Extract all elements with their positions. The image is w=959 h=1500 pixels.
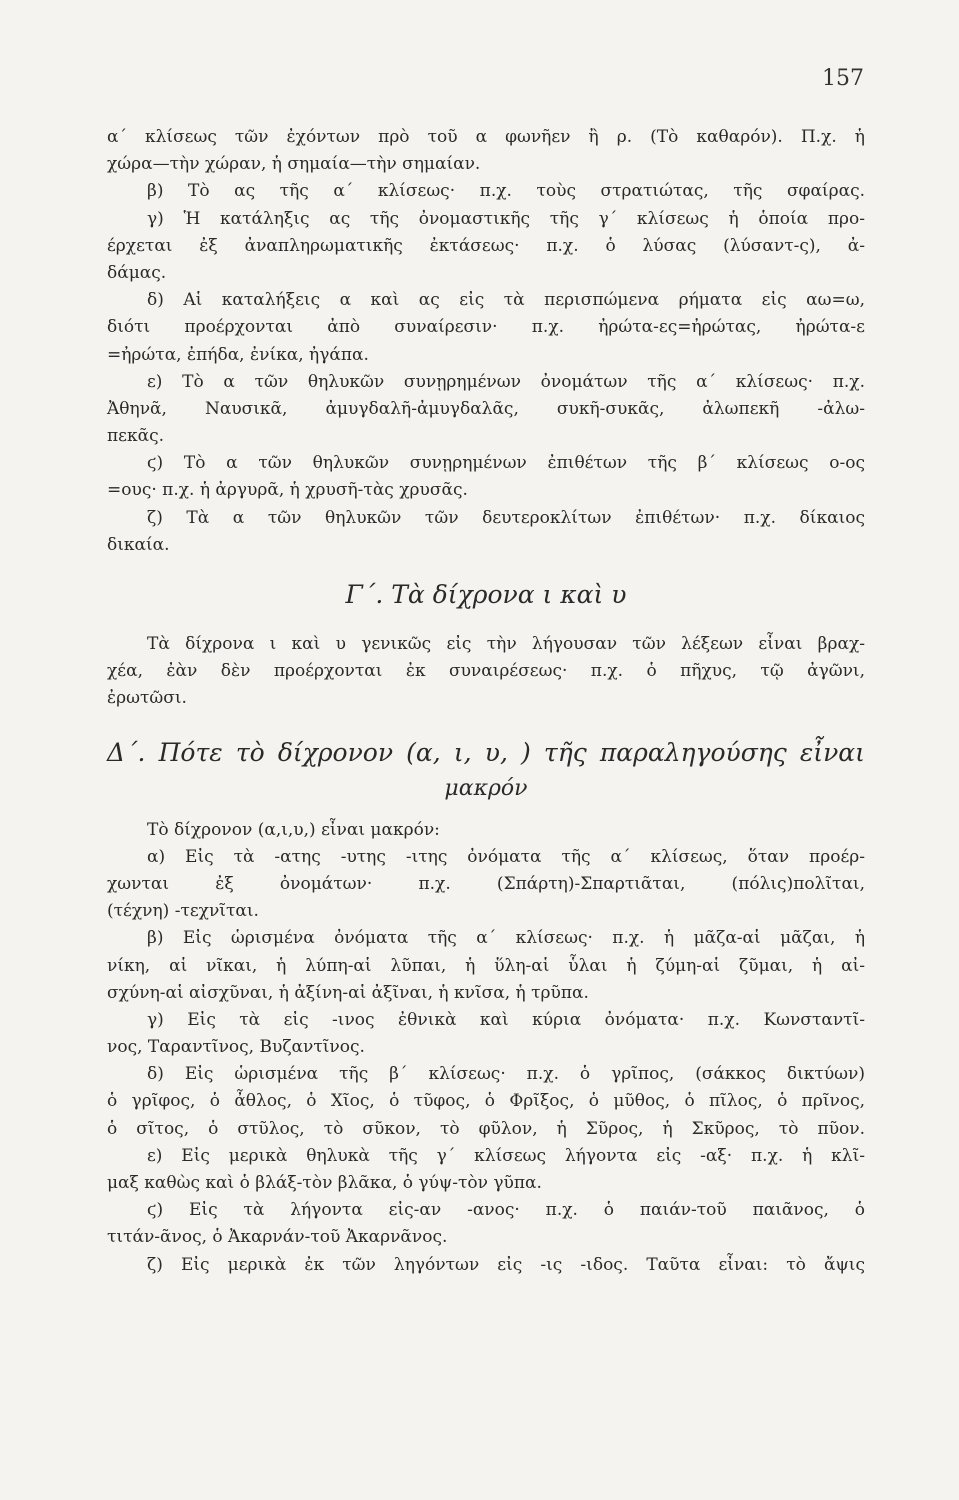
text-line: β) Τὸ ας τῆς α΄ κλίσεως· π.χ. τοὺς στρατιώτας, τῆς σφαίρας. bbox=[147, 181, 865, 202]
text-line: δικαία. bbox=[107, 534, 170, 555]
text-line: δ) Αἱ καταλήξεις α καὶ ας εἰς τὰ περισπώμενα ρήματα εἰς αω=ω, bbox=[147, 290, 865, 311]
text-line: μαξ καθὼς καὶ ὁ βλάξ-τὸν βλᾶκα, ὁ γύψ-τὸν γῦπα. bbox=[107, 1173, 542, 1193]
page-number: 157 bbox=[822, 66, 864, 91]
text-line: διότι προέρχονται ἀπὸ συναίρεσιν· π.χ. ἠρώτα-ες=ἠρώτας, ἠρώτα-ε bbox=[107, 317, 865, 338]
text-line: Τὸ δίχρονον (α,ι,υ,) εἶναι μακρόν: bbox=[147, 819, 440, 840]
text-line: νος, Ταραντῖνος, Βυζαντῖνος. bbox=[107, 1037, 365, 1058]
text-line: τιτάν-ᾶνος, ὁ Ἀκαρνάν-τοῦ Ἀκαρνᾶνος. bbox=[107, 1227, 448, 1248]
text-line: χώρα—τὴν χώραν, ἡ σημαία—τὴν σημαίαν. bbox=[107, 154, 481, 175]
page-body bbox=[107, 124, 865, 1279]
text-line: (τέχνη) -τεχνῖται. bbox=[107, 901, 259, 922]
text-line: ζ) Εἰς μερικὰ ἐκ τῶν ληγόντων εἰς -ις -ιδος. Ταῦτα εἶναι: τὸ ἄψις bbox=[147, 1254, 865, 1275]
text-line: νίκη, αἱ νῖκαι, ἡ λύπη-αἱ λῦπαι, ἡ ὕλη-αἱ ὗλαι ἡ ζύμη-αἱ ζῦμαι, ἡ αἰ- bbox=[107, 955, 865, 976]
text-line: ζ) Τὰ α τῶν θηλυκῶν τῶν δευτεροκλίτων ἐπιθέτων· π.χ. δίκαιος bbox=[147, 507, 865, 528]
text-line: πεκᾶς. bbox=[107, 426, 165, 447]
text-line: έρχεται ἐξ ἀναπληρωματικῆς ἐκτάσεως· π.χ. ὁ λύσας (λύσαντ-ς), ἀ- bbox=[107, 235, 865, 256]
text-line: ὁ γρῖφος, ὁ ἆθλος, ὁ Χῖος, ὁ τῦφος, ὁ Φρῖξος, ὁ μῦθος, ὁ πῖλος, ὁ πρῖνος, bbox=[107, 1091, 865, 1112]
text-line: ϛ) Τὸ α τῶν θηλυκῶν συνῃρημένων ἐπιθέτων τῆς β΄ κλίσεως ο-ος bbox=[147, 453, 865, 474]
text-line: Ἀθηνᾶ, Ναυσικᾶ, ἀμυγδαλῆ-ἀμυγδαλᾶς, συκῆ-συκᾶς, ἀλωπεκῆ -ἀλω- bbox=[107, 398, 865, 419]
text-line: γ) Εἰς τὰ εἰς -ινος ἐθνικὰ καὶ κύρια ὀνόματα· π.χ. Κωνσταντῖ- bbox=[147, 1009, 865, 1030]
section-heading-d: Δ΄. Πότε τὸ δίχρονον (α, ι, υ, ) τῆς παραληγούσης εἶναι bbox=[107, 737, 865, 767]
text-line: χέα, ἐὰν δὲν προέρχονται ἐκ συναιρέσεως· π.χ. ὁ πῆχυς, τῷ ἀγῶνι, bbox=[107, 661, 865, 682]
section-heading-d-continued: μακρόν bbox=[444, 775, 528, 801]
text-line: Τὰ δίχρονα ι καὶ υ γενικῶς εἰς τὴν λήγουσαν τῶν λέξεων εἶναι βραχ- bbox=[147, 634, 865, 654]
text-line: ὁ σῖτος, ὁ στῦλος, τὸ σῦκον, τὸ φῦλον, ἡ Σῦρος, ἡ Σκῦρος, τὸ πῦον. bbox=[107, 1118, 865, 1139]
text-line: ε) Τὸ α τῶν θηλυκῶν συνῃρημένων ὀνομάτων τῆς α΄ κλίσεως· π.χ. bbox=[147, 371, 865, 392]
text-line: δ) Εἰς ὡρισμένα τῆς β΄ κλίσεως· π.χ. ὁ γρῖπος, (σάκκος δικτύων) bbox=[147, 1064, 865, 1085]
text-line: =ἠρώτα, ἐπήδα, ἐνίκα, ἠγάπα. bbox=[107, 344, 369, 365]
text-line: ἐρωτῶσι. bbox=[107, 688, 187, 709]
text-line: χωνται ἐξ ὀνομάτων· π.χ. (Σπάρτη)-Σπαρτιᾶται, (πόλις)πολῖται, bbox=[107, 873, 865, 894]
text-line: α΄ κλίσεως τῶν ἐχόντων πρὸ τοῦ α φωνῆεν ἢ ρ. (Τὸ καθαρόν). Π.χ. ἡ bbox=[107, 127, 865, 147]
text-line: δάμας. bbox=[107, 262, 167, 283]
text-line: σχύνη-αἱ αἰσχῦναι, ἡ ἀξίνη-αἱ ἀξῖναι, ἡ κνῖσα, ἡ τρῦπα. bbox=[107, 982, 589, 1003]
text-line: β) Εἰς ὡρισμένα ὀνόματα τῆς α΄ κλίσεως· π.χ. ἡ μᾶζα-αἱ μᾶζαι, ἡ bbox=[147, 928, 865, 949]
section-heading-g: Γ΄. Τὰ δίχρονα ι καὶ υ bbox=[345, 580, 627, 609]
text-line: =ους· π.χ. ἡ ἀργυρᾶ, ἡ χρυσῆ-τὰς χρυσᾶς. bbox=[107, 480, 468, 501]
text-line: ϛ) Εἰς τὰ λήγοντα εἰς-αν -ανος· π.χ. ὁ παιάν-τοῦ παιᾶνος, ὁ bbox=[147, 1200, 865, 1221]
text-line: γ) Ἡ κατάληξις ας τῆς ὀνομαστικῆς τῆς γ΄ κλίσεως ἡ ὁποία προ- bbox=[147, 208, 865, 229]
text-line: ε) Εἰς μερικὰ θηλυκὰ τῆς γ΄ κλίσεως λήγοντα εἰς -αξ· π.χ. ἡ κλῖ- bbox=[147, 1145, 865, 1166]
text-line: α) Εἰς τὰ -ατης -υτης -ιτης ὀνόματα τῆς α΄ κλίσεως, ὅταν προέρ- bbox=[147, 846, 865, 867]
